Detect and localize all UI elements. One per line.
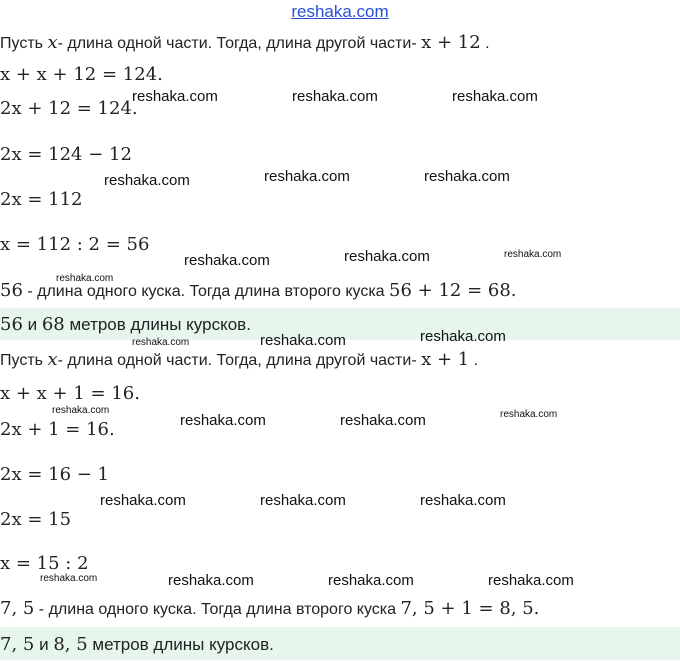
task2-equation-4: 2x = 15 bbox=[0, 509, 72, 530]
task2-result bbox=[0, 598, 539, 619]
watermark: reshaka.com bbox=[260, 492, 346, 509]
task2-equation-1: x + x + 1 = 16. bbox=[0, 383, 140, 404]
result-expression: 7, 5 + 1 = 8, 5. bbox=[400, 598, 540, 619]
result-text: - длина одного куска. Тогда длина второго куска bbox=[34, 601, 401, 618]
watermark: reshaka.com bbox=[420, 328, 506, 345]
result-text: - длина одного куска. Тогда длина второго куска bbox=[22, 283, 390, 300]
result-expression: 56 + 12 = 68. bbox=[389, 280, 517, 301]
watermark: reshaka.com bbox=[264, 168, 350, 185]
watermark: reshaka.com bbox=[504, 249, 562, 260]
watermark: reshaka.com bbox=[488, 572, 574, 589]
answer-text: метров длины курсков. bbox=[87, 635, 274, 654]
answer-value-2: 68 bbox=[41, 314, 65, 335]
task1-equation-3: 2x = 124 − 12 bbox=[0, 144, 132, 165]
watermark: reshaka.com bbox=[328, 572, 414, 589]
watermark: reshaka.com bbox=[100, 492, 186, 509]
site-header-link[interactable]: reshaka.com bbox=[291, 2, 389, 21]
task2-intro bbox=[0, 349, 478, 370]
task2-equation-3: 2x = 16 − 1 bbox=[0, 464, 110, 485]
task1-equation-5: x = 112 : 2 = 56 bbox=[0, 234, 150, 255]
watermark: reshaka.com bbox=[180, 412, 266, 429]
answer-connector: и bbox=[22, 315, 42, 334]
intro-text: - длина одной части. Тогда, длина другой части- bbox=[57, 35, 422, 52]
watermark: reshaka.com bbox=[452, 88, 538, 105]
intro-end: . bbox=[469, 352, 479, 369]
result-number: 7, 5 bbox=[0, 598, 35, 619]
watermark: reshaka.com bbox=[424, 168, 510, 185]
intro-text: - длина одной части. Тогда, длина другой части- bbox=[57, 352, 422, 369]
watermark: reshaka.com bbox=[184, 252, 270, 269]
intro-expression: x + 1 bbox=[421, 349, 470, 370]
watermark: reshaka.com bbox=[40, 573, 98, 584]
watermark: reshaka.com bbox=[344, 248, 430, 265]
answer-value-1: 56 bbox=[0, 314, 23, 335]
watermark: reshaka.com bbox=[132, 88, 218, 105]
watermark: reshaka.com bbox=[260, 332, 346, 349]
watermark: reshaka.com bbox=[292, 88, 378, 105]
intro-expression: x + 12 bbox=[421, 32, 481, 53]
intro-variable: x bbox=[47, 349, 58, 370]
task2-equation-5: x = 15 : 2 bbox=[0, 553, 89, 574]
answer-value-1: 7, 5 bbox=[0, 634, 35, 655]
task2-answer bbox=[0, 634, 274, 655]
answer-text: метров длины курсков. bbox=[64, 315, 251, 334]
watermark: reshaka.com bbox=[420, 492, 506, 509]
intro-text: Пусть bbox=[0, 352, 48, 369]
task1-equation-2: 2x + 12 = 124. bbox=[0, 98, 138, 119]
watermark: reshaka.com bbox=[56, 273, 114, 284]
answer-connector: и bbox=[34, 635, 54, 654]
watermark: reshaka.com bbox=[340, 412, 426, 429]
watermark: reshaka.com bbox=[132, 337, 190, 348]
task1-answer bbox=[0, 314, 251, 335]
task2-equation-2: 2x + 1 = 16. bbox=[0, 419, 115, 440]
task1-intro bbox=[0, 32, 490, 53]
task1-equation-4: 2x = 112 bbox=[0, 189, 83, 210]
intro-text: Пусть bbox=[0, 35, 48, 52]
watermark: reshaka.com bbox=[168, 572, 254, 589]
watermark: reshaka.com bbox=[52, 405, 110, 416]
intro-end: . bbox=[480, 35, 490, 52]
answer-value-2: 8, 5 bbox=[53, 634, 88, 655]
intro-variable: x bbox=[47, 32, 58, 53]
watermark: reshaka.com bbox=[500, 409, 558, 420]
watermark: reshaka.com bbox=[104, 172, 190, 189]
task1-equation-1: x + x + 12 = 124. bbox=[0, 64, 163, 85]
result-number: 56 bbox=[0, 280, 23, 301]
